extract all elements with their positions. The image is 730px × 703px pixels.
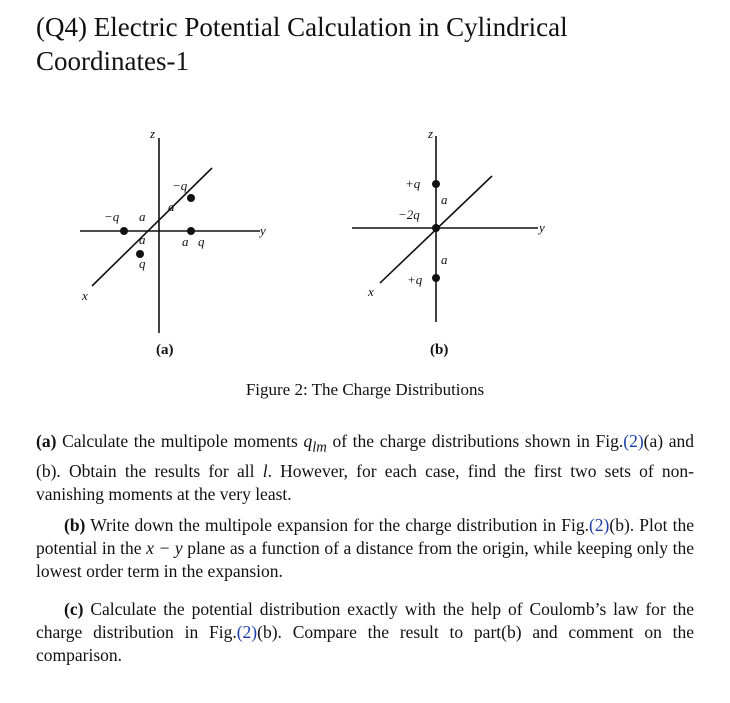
panel-a-label-neg-q-left: −q [104,209,120,224]
panel-b-y-label: y [539,220,545,235]
panel-b-label-pos-q-bottom: +q [407,272,423,287]
multipole-symbol: q [303,431,313,451]
panel-b-x-label: x [368,284,374,299]
panel-a-y-label: y [260,223,266,238]
question-c-label: (c) [64,599,84,619]
panel-b-z-label: z [428,126,434,141]
page-title: (Q4) Electric Potential Calculation in Cylindrical Coordinates-1 [36,12,568,76]
figure-ref-link[interactable]: (2) [588,515,610,535]
panel-a-label-a-right: a [182,234,189,249]
panel-a-charge-neg-y [120,227,128,235]
panel-a-label-a-top: a [168,199,175,214]
panel-b-charge-bottom [432,274,440,282]
panel-a-label-q-right: q [198,234,205,249]
figure-ref-link[interactable]: (2) [623,431,644,451]
panel-a-charge-neg-z [187,194,195,202]
panel-b-label-pos-q-top: +q [405,176,421,191]
panel-b-label-a-top: a [441,192,448,207]
panel-a-caption: (a) [156,342,174,358]
panel-b-charge-center [432,224,440,232]
panel-b-caption: (b) [430,342,449,358]
panel-b-charge-top [432,180,440,188]
panel-a-label-a-diag: a [139,232,146,247]
figure-caption: Figure 2: The Charge Distributions [245,380,485,399]
question-a: (a) Calculate the multipole moments $q_{lm}$ of the charge distributions shown in Fig.(2)(a) and (b). Obtain the results for all l. However, for each case, find the first two sets of non-vanishing moments at the very least. [36,431,695,504]
panel-b-label-a-bottom: a [441,252,448,267]
panel-a-x-axis [92,168,212,286]
panel-a-label-a-left: a [139,209,146,224]
panel-b-label-neg-2q: −2q [398,207,420,222]
question-c: (c) Calculate the potential distribution exactly with the help of Coulomb’s law for the charge distribution in Fig.(2)(b). Compare the result to part(b) and comment on the comparison. [36,599,694,665]
panel-a-z-label: z [150,126,156,141]
panel-a-label-q-diag: q [139,256,146,271]
panel-a-label-neg-q-top: −q [172,178,188,193]
figure-ref-link[interactable]: (2) [236,622,258,642]
question-b-label: (b) [64,515,86,535]
question-b: (b) Write down the multipole expansion for the charge distribution in Fig.(2)(b). Plot the potential in the x − y plane as a function of a distance from the origin, while keeping only the lowest order term in the expansion. [36,515,694,581]
panel-a-x-label: x [82,288,88,303]
question-a-label: (a) [36,431,57,451]
charge-distribution-figure [60,118,580,368]
